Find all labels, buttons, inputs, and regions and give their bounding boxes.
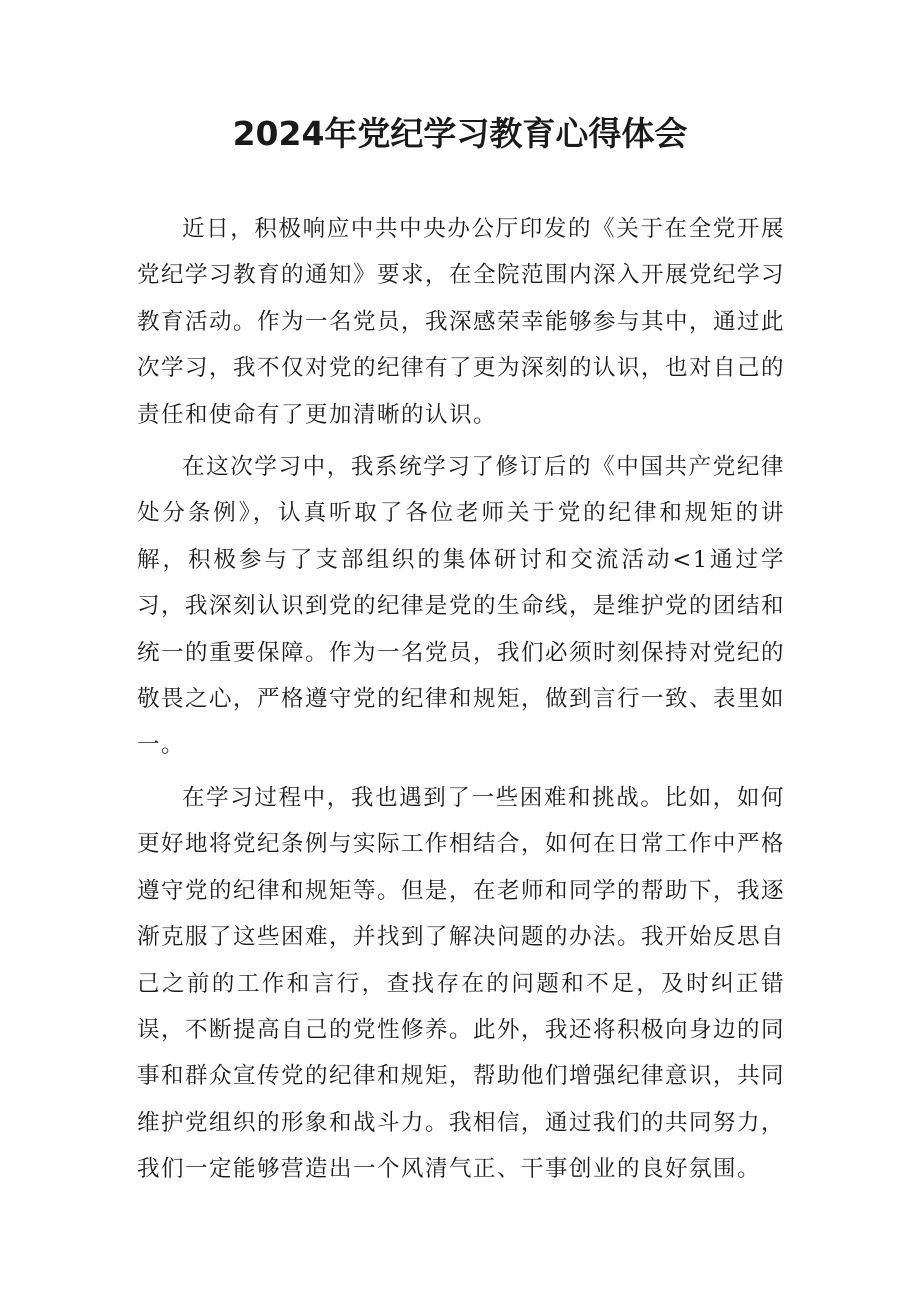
paragraph-1: 近日，积极响应中共中央办公厅印发的《关于在全党开展党纪学习教育的通知》要求，在全院范围内深入开展党纪学习教育活动。作为一名党员，我深感荣幸能够参与其中，通过此次学习，我不仅对党的纪律有了更为深刻的认识，也对自己的责任和使命有了更加清晰的认识。 [137,216,786,428]
paragraph-3: 在学习过程中，我也遇到了一些困难和挑战。比如，如何更好地将党纪条例与实际工作相结合，如何在日常工作中严格遵守党的纪律和规矩等。但是，在老师和同学的帮助下，我逐渐克服了这些困难，并找到了解决问题的办法。我开始反思自己之前的工作和言行，查找存在的问题和不足，及时纠正错误，不断提高自己的党性修养。此外，我还将积极向身边的同事和群众宣传党的纪律和规矩，帮助他们增强纪律意识，共同维护党组织的形象和战斗力。我相信，通过我们的共同努力，我们一定能够营造出一个风清气正、干事创业的良好氛围。 [137,784,786,1183]
paragraph-2: 在这次学习中，我系统学习了修订后的《中国共产党纪律处分条例》，认真听取了各位老师关于党的纪律和规矩的讲解，积极参与了支部组织的集体研讨和交流活动<1通过学习，我深刻认识到党的纪律是党的生命线，是维护党的团结和统一的重要保障。作为一名党员，我们必须时刻保持对党纪的敬畏之心，严格遵守党的纪律和规矩，做到言行一致、表里如一。 [137,454,786,759]
document-title: 2024年党纪学习教育心得体会 [232,114,688,153]
document-body [137,206,785,1199]
